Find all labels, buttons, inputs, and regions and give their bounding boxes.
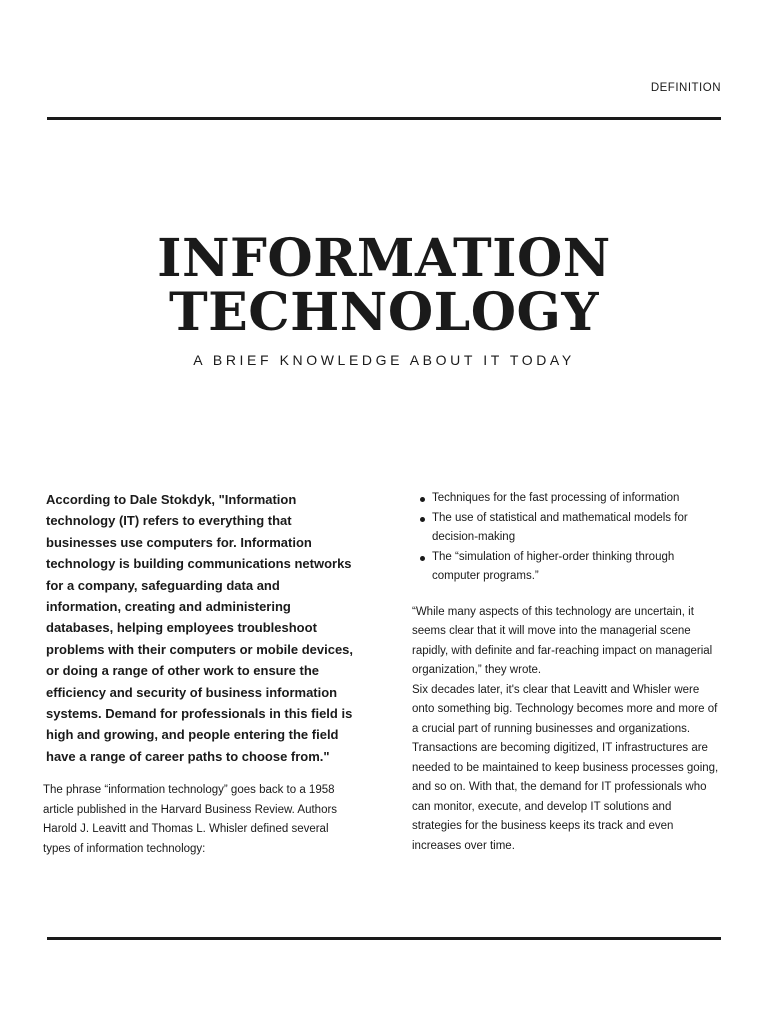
top-divider [47, 117, 721, 120]
section-label: DEFINITION [650, 82, 721, 94]
list-item-text: The use of statistical and mathematical models for decision-making [432, 511, 688, 543]
stokdyk-quote: According to Dale Stokdyk, "Information technology (IT) refers to everything that businesses use computers for. Information technology is building communications networks for a company, safeguarding data and information, creating and administering databases, helping employees troubleshoot problems with their computers or mobile devices, or doing a range of other work to ensure the efficiency and security of business information systems. Demand for professionals in this field is high and growing, and people entering the field have a range of career paths to choose from." [46, 492, 354, 764]
bullet-icon [420, 556, 425, 561]
list-item-text: Techniques for the fast processing of information [432, 492, 680, 504]
list-item [412, 509, 724, 548]
bottom-divider [47, 937, 721, 940]
bullet-icon [420, 517, 425, 522]
list-item [412, 489, 724, 509]
page-subtitle: A BRIEF KNOWLEDGE ABOUT IT TODAY [193, 352, 575, 368]
title-line-1: INFORMATION [157, 228, 611, 289]
it-types-list [412, 489, 724, 587]
closing-paragraph: Six decades later, it's clear that Leavitt and Whisler were onto something big. Technology becomes more and more of a crucial part of running businesses and organizations. Transactions are becoming digitized, IT infrastructures are needed to be maintained to keep business processes going, and so on. With that, the demand for IT professionals who can monitor, execute, and develop IT solutions and strategies for the business keeps its track and even increases over time. [412, 683, 719, 852]
list-item-text: The “simulation of higher-order thinking through computer programs.” [432, 550, 675, 582]
leavitt-quote-paragraph: “While many aspects of this technology are uncertain, it seems clear that it will move into the managerial scene rapidly, with definite and far-reaching impact on managerial organization,” they wrote. [412, 605, 713, 676]
title-line-2: TECHNOLOGY [168, 282, 600, 343]
intro-paragraph: The phrase “information technology” goes back to a 1958 article published in the Harvard Business Review. Authors Harold J. Leavitt and Thomas L. Whisler defined several types of information technology: [43, 784, 338, 855]
list-item [412, 548, 724, 587]
bullet-icon [420, 497, 425, 502]
page-title [0, 228, 768, 343]
left-column [43, 489, 358, 859]
right-column [412, 489, 724, 856]
